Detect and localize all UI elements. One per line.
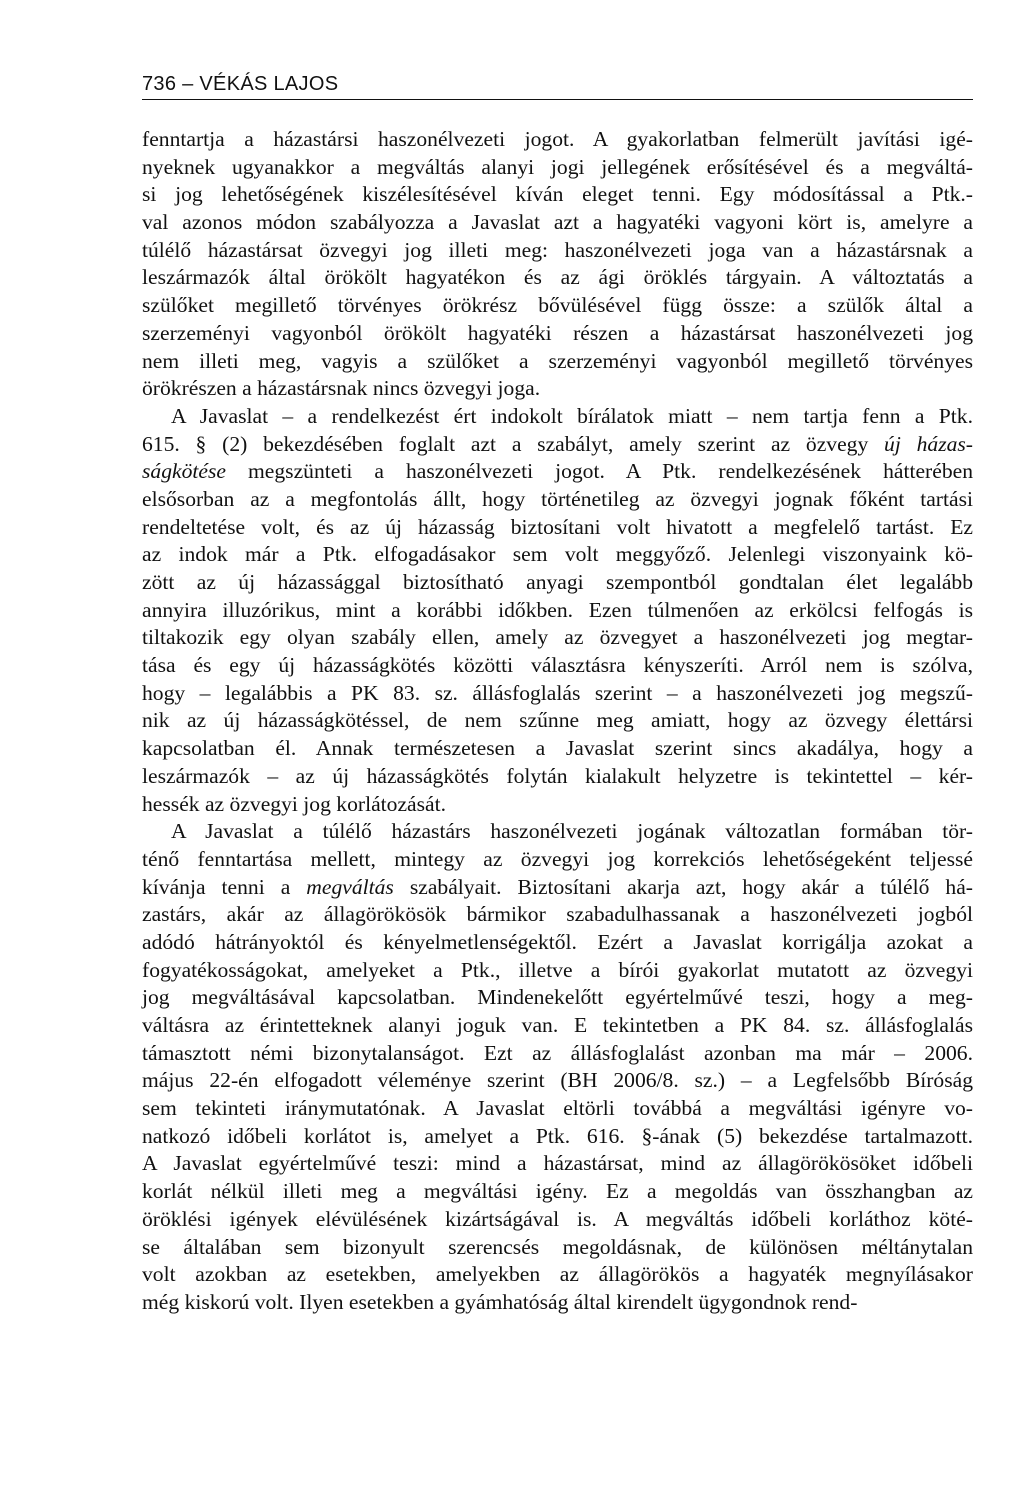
text-segment: annyira illuzórikus, mint a korábbi időkben. Ezen túlmenően az erkölcsi felfogás is [142,597,973,622]
text-segment: tása és egy új házasságkötés közötti választásra kényszeríti. Arról nem is szólva, [142,653,973,678]
body-text [142,126,973,1317]
text-line [142,126,973,154]
paragraph [142,818,973,1316]
text-line [142,569,973,597]
text-line [142,791,973,819]
text-segment: nyeknek ugyanakkor a megváltás alanyi jogi jellegének erősítésével és a megváltá- [142,154,973,179]
text-line [142,209,973,237]
text-line [142,264,973,292]
text-segment: se általában sem bizonyult szerencsés megoldásnak, de különösen méltánytalan [142,1234,973,1259]
text-segment: szerzeményi vagyonból örökölt hagyatéki részen a házastársat haszonélvezeti jog [142,320,973,345]
text-line [142,181,973,209]
text-segment: adódó hátrányoktól és kényelmetlenségektől. Ezért a Javaslat korrigálja azokat a [142,929,973,954]
text-segment: leszármazók – az új házasságkötés folytán kialakult helyzetre is tekintettel – kér- [142,763,973,788]
text-line [142,735,973,763]
paragraph [142,126,973,403]
text-line [142,597,973,625]
text-segment: szabályait. Biztosítani akarja azt, hogy akár a túlélő há- [393,874,973,899]
text-line [142,1150,973,1178]
text-segment: ténő fenntartása mellett, mintegy az özvegyi jog korrekciós lehetőségeként teljessé [142,846,973,871]
text-line [142,486,973,514]
italic-text-segment: ságkötése [142,459,226,484]
text-segment: nik az új házasságkötéssel, de nem szűnne meg amiatt, hogy az özvegy élettársi [142,708,973,733]
text-segment: si jog lehetőségének kiszélesítésével kíván eleget tenni. Egy módosítással a Ptk.- [142,182,973,207]
text-line [142,957,973,985]
text-segment: val azonos módon szabályozza a Javaslat azt a hagyatéki vagyoni kört is, amelyre a [142,210,973,235]
text-segment: még kiskorú volt. Ilyen esetekben a gyámhatóság által kirendelt ügygondnok rend- [142,1289,858,1314]
text-line [142,763,973,791]
text-line [142,403,973,431]
text-segment: 615. § (2) bekezdésében foglalt azt a szabályt, amely szerint az özvegy [142,431,885,456]
running-header-text [142,71,338,97]
text-segment: túlélő házastársat özvegyi jog illeti meg: haszonélvezeti joga van a házastársnak a [142,237,973,262]
text-segment: sem tekinteti iránymutatónak. A Javaslat eltörli továbbá a megváltási igényre vo- [142,1096,973,1121]
text-line [142,292,973,320]
italic-text-segment: új házas- [884,431,973,456]
text-segment: zött az új házassággal biztosítható anyagi szempontból gondtalan élet legalább [142,570,973,594]
author-name: VÉKÁS LAJOS [199,73,339,95]
text-segment: örökrészen a házastársnak nincs özvegyi joga. [142,376,541,401]
text-line [142,707,973,735]
text-line [142,1012,973,1040]
text-line [142,901,973,929]
text-line [142,984,973,1012]
text-line [142,320,973,348]
text-line [142,1289,973,1317]
text-line [142,818,973,846]
text-line [142,929,973,957]
italic-text-segment: megváltás [306,874,394,899]
running-header [142,71,973,100]
text-line [142,1040,973,1068]
text-line [142,1206,973,1234]
text-segment: zastárs, akár az állagörökösök bármikor szabadulhassanak a haszonélvezeti jogból [142,902,973,927]
text-line [142,1261,973,1289]
text-segment: tiltakozik egy olyan szabály ellen, amely az özvegyet a haszonélvezeti jog megtar- [142,625,973,650]
text-segment: hessék az özvegyi jog korlátozását. [142,791,446,816]
paragraph [142,403,973,818]
text-line [142,1178,973,1206]
page-number: 736 [142,73,177,95]
text-segment: támasztott némi bizonytalanságot. Ezt az állásfoglalást azonban ma már – 2006. [142,1040,973,1065]
text-line [142,541,973,569]
text-segment: elsősorban az a megfontolás állt, hogy történetileg az özvegyi jognak főként tartási [142,486,973,511]
text-segment: megszünteti a haszonélvezeti jogot. A Ptk. rendelkezésének hátterében [225,459,973,484]
text-line [142,237,973,265]
text-segment: jog megváltásával kapcsolatban. Mindenekelőtt egyértelművé teszi, hogy a meg- [142,985,973,1010]
text-segment: fenntartja a házastársi haszonélvezeti jogot. A gyakorlatban felmerült javítási igé- [142,127,973,151]
text-segment: nem illeti meg, vagyis a szülőket a szerzeményi vagyonból megillető törvényes [142,348,973,373]
text-segment: fogyatékosságokat, amelyeket a Ptk., illetve a bírói gyakorlat mutatott az özvegyi [142,957,973,982]
text-segment: kívánja tenni a [142,874,307,899]
text-line [142,514,973,542]
text-segment: rendeltetése volt, és az új házasság biztosítani volt hivatott a megfelelő tartást. Ez [142,514,973,539]
text-line [142,1234,973,1262]
text-segment: az indok már a Ptk. elfogadásakor sem volt meggyőző. Jelenlegi viszonyaink kö- [142,542,973,567]
text-segment: korlát nélkül illeti meg a megváltási igény. Ez a megoldás van összhangban az [142,1179,973,1204]
text-line [142,431,973,459]
text-segment: volt azokban az esetekben, amelyekben az állagörökös a hagyaték megnyílásakor [142,1262,973,1287]
text-segment: A Javaslat a túlélő házastárs haszonélvezeti jogának változatlan formában tör- [171,819,973,844]
text-line [142,680,973,708]
text-segment: váltásra az érintetteknek alanyi joguk van. E tekintetben a PK 84. sz. állásfoglalás [142,1013,973,1037]
text-line [142,1095,973,1123]
text-segment: A Javaslat egyértelművé teszi: mind a házastársat, mind az állagörökösöket időbeli [142,1151,973,1176]
text-line [142,154,973,182]
text-line [142,375,973,403]
text-segment: hogy – legalábbis a PK 83. sz. állásfoglalás szerint – a haszonélvezeti jog megszű- [142,680,973,705]
text-segment: natkozó időbeli korlátot is, amelyet a Ptk. 616. §-ának (5) bekezdése tartalmazott. [142,1123,973,1148]
text-segment: május 22-én elfogadott véleménye szerint (BH 2006/8. sz.) – a Legfelsőbb Bíróság [142,1068,973,1093]
text-line [142,1067,973,1095]
text-line [142,874,973,902]
text-line [142,348,973,376]
text-line [142,624,973,652]
text-segment: kapcsolatban él. Annak természetesen a Javaslat szerint sincs akadálya, hogy a [142,736,973,761]
text-segment: szülőket megillető törvényes örökrész bővülésével függ össze: a szülők által a [142,293,973,318]
text-segment: öröklési igények elévülésének kizártságával is. A megváltás időbeli korláthoz köté- [142,1206,973,1231]
text-line [142,1123,973,1151]
text-line [142,652,973,680]
text-segment: A Javaslat – a rendelkezést ért indokolt bírálatok miatt – nem tartja fenn a Ptk. [171,403,973,428]
text-line [142,846,973,874]
text-line [142,458,973,486]
text-segment: leszármazók által örökölt hagyatékon és az ági öröklés tárgyain. A változtatás a [142,265,973,290]
header-separator: – [176,73,200,95]
